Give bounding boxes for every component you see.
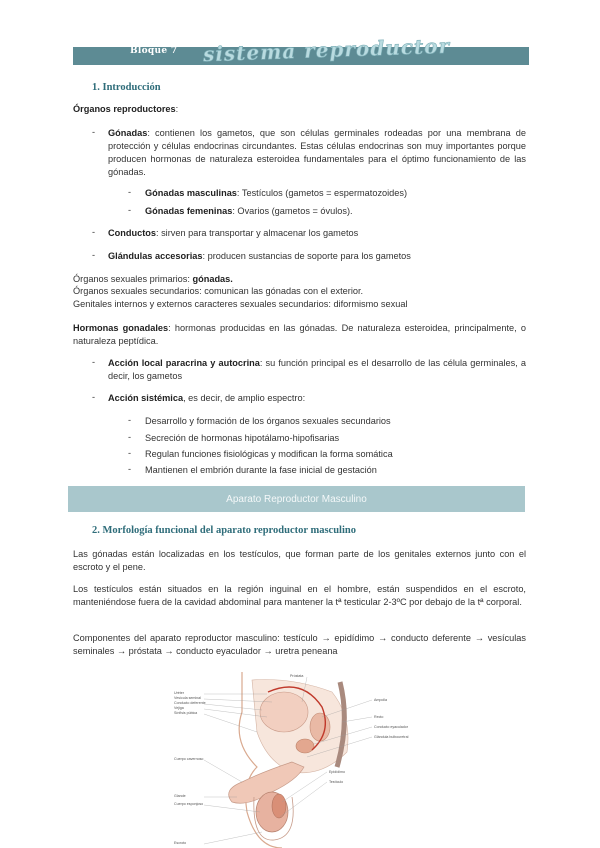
- label-right: Ampolla: [374, 698, 387, 702]
- section2-title: 2. Morfología funcional del aparato reproductor masculino: [92, 525, 356, 536]
- seminal-vesicle-shape: [310, 713, 330, 741]
- label-right: Próstata: [290, 674, 304, 678]
- label-left: Cuerpo cavernoso: [174, 757, 204, 761]
- secundarios-line: Órganos sexuales secundarios: comunican las gónadas con el exterior.: [73, 286, 364, 296]
- dash-marker: -: [128, 464, 132, 474]
- label-left: Glande: [174, 794, 186, 798]
- section1-title: 1. Introducción: [92, 82, 161, 93]
- label-left: Vesícula seminal: [174, 696, 201, 700]
- sistemica-item: Desarrollo y formación de los órganos sexuales secundarios: [145, 416, 391, 426]
- gonadas-masc-item: Gónadas masculinas: Testículos (gametos = espermatozoides): [145, 188, 408, 198]
- section2-p2: Los testículos están situados en la región inguinal en el hombre, están suspendidos en el escroto, manteniéndose fuera de la cavidad abdominal para mantener la tª testicular 2-3ºC por debajo de la tª corporal.: [73, 584, 526, 607]
- conductos-item: Conductos: sirven para transportar y almacenar los gametos: [108, 228, 359, 238]
- dash-marker: -: [128, 187, 132, 197]
- gonadas-item: Gónadas: contienen los gametos, que son células germinales rodeadas por una membrana de protección y células endocrinas circundantes. Estas células endocrinas son muy importantes porque producen hormonas de naturaleza esteroidea fundamentales para el óptimo funcionamiento de las gónadas.: [108, 128, 526, 177]
- dash-marker: -: [92, 357, 96, 367]
- dash-marker: -: [92, 392, 96, 402]
- dash-marker: -: [128, 432, 132, 442]
- gonadas-fem-item: Gónadas femeninas: Ovarios (gametos = óvulos).: [145, 206, 353, 216]
- hormonas-paragraph: Hormonas gonadales: hormonas producidas en las gónadas. De naturaleza esteroidea, principalmente, o naturaleza peptídica.: [73, 323, 526, 346]
- label-right: Testículo: [329, 780, 344, 784]
- sistemica-item: Mantienen el embrión durante la fase inicial de gestación: [145, 465, 377, 475]
- section2-p1: Las gónadas están localizadas en los testículos, que forman parte de los genitales externos junto con el escroto y el pene.: [73, 549, 526, 572]
- dash-marker: -: [92, 250, 96, 260]
- label-left: Uréter: [174, 691, 184, 695]
- organos-heading: Órganos reproductores:: [73, 104, 179, 114]
- primarios-line: Órganos sexuales primarios: gónadas.: [73, 274, 233, 284]
- dash-marker: -: [128, 448, 132, 458]
- sistemica-item: Secreción de hormonas hipotálamo-hipofisarias: [145, 433, 340, 443]
- epididymis-shape: [272, 794, 286, 818]
- label-right: Recto: [374, 715, 384, 719]
- dash-marker: -: [92, 127, 96, 137]
- bladder-shape: [260, 692, 308, 732]
- dash-marker: -: [92, 227, 96, 237]
- section2-p3: Componentes del aparato reproductor masculino: testículo → epidídimo → conducto deferente → vesículas seminales → próstata → conducto eyaculador → uretra peneana: [73, 633, 526, 656]
- banner-label: Aparato Reproductor Masculino: [226, 493, 367, 505]
- male-reproductive-anatomy-figure: [172, 672, 427, 848]
- label-left: Conducto deferente: [174, 701, 206, 705]
- accion-local-item: Acción local paracrina y autocrina: su función principal es el desarrollo de las célula germinales, a decir, los gametos: [108, 358, 526, 381]
- prostate-shape: [296, 739, 314, 753]
- sistemica-item: Regulan funciones fisiológicas y modifican la forma somática: [145, 449, 393, 459]
- header-bloque: Bloque 7: [130, 46, 178, 56]
- glandulas-item: Glándulas accesorias: producen sustancias de soporte para los gametos: [108, 251, 411, 261]
- label-left: Cuerpo esponjoso: [174, 802, 204, 806]
- dash-marker: -: [128, 205, 132, 215]
- label-left: Sínfisis púbica: [174, 711, 198, 715]
- genitales-line: Genitales internos y externos caracteres sexuales secundarios: diformismo sexual: [73, 299, 408, 309]
- label-left: Vejiga: [174, 706, 184, 710]
- section-banner: [68, 486, 525, 512]
- header-title: sistema reproductor: [202, 33, 451, 67]
- label-left: Escroto: [174, 841, 187, 845]
- label-right: Epidídimo: [329, 770, 345, 774]
- accion-sistemica-item: Acción sistémica, es decir, de amplio espectro:: [108, 393, 306, 403]
- dash-marker: -: [128, 415, 132, 425]
- label-right: Glándula bulbouretral: [374, 735, 409, 739]
- label-right: Conducto eyaculador: [374, 725, 408, 729]
